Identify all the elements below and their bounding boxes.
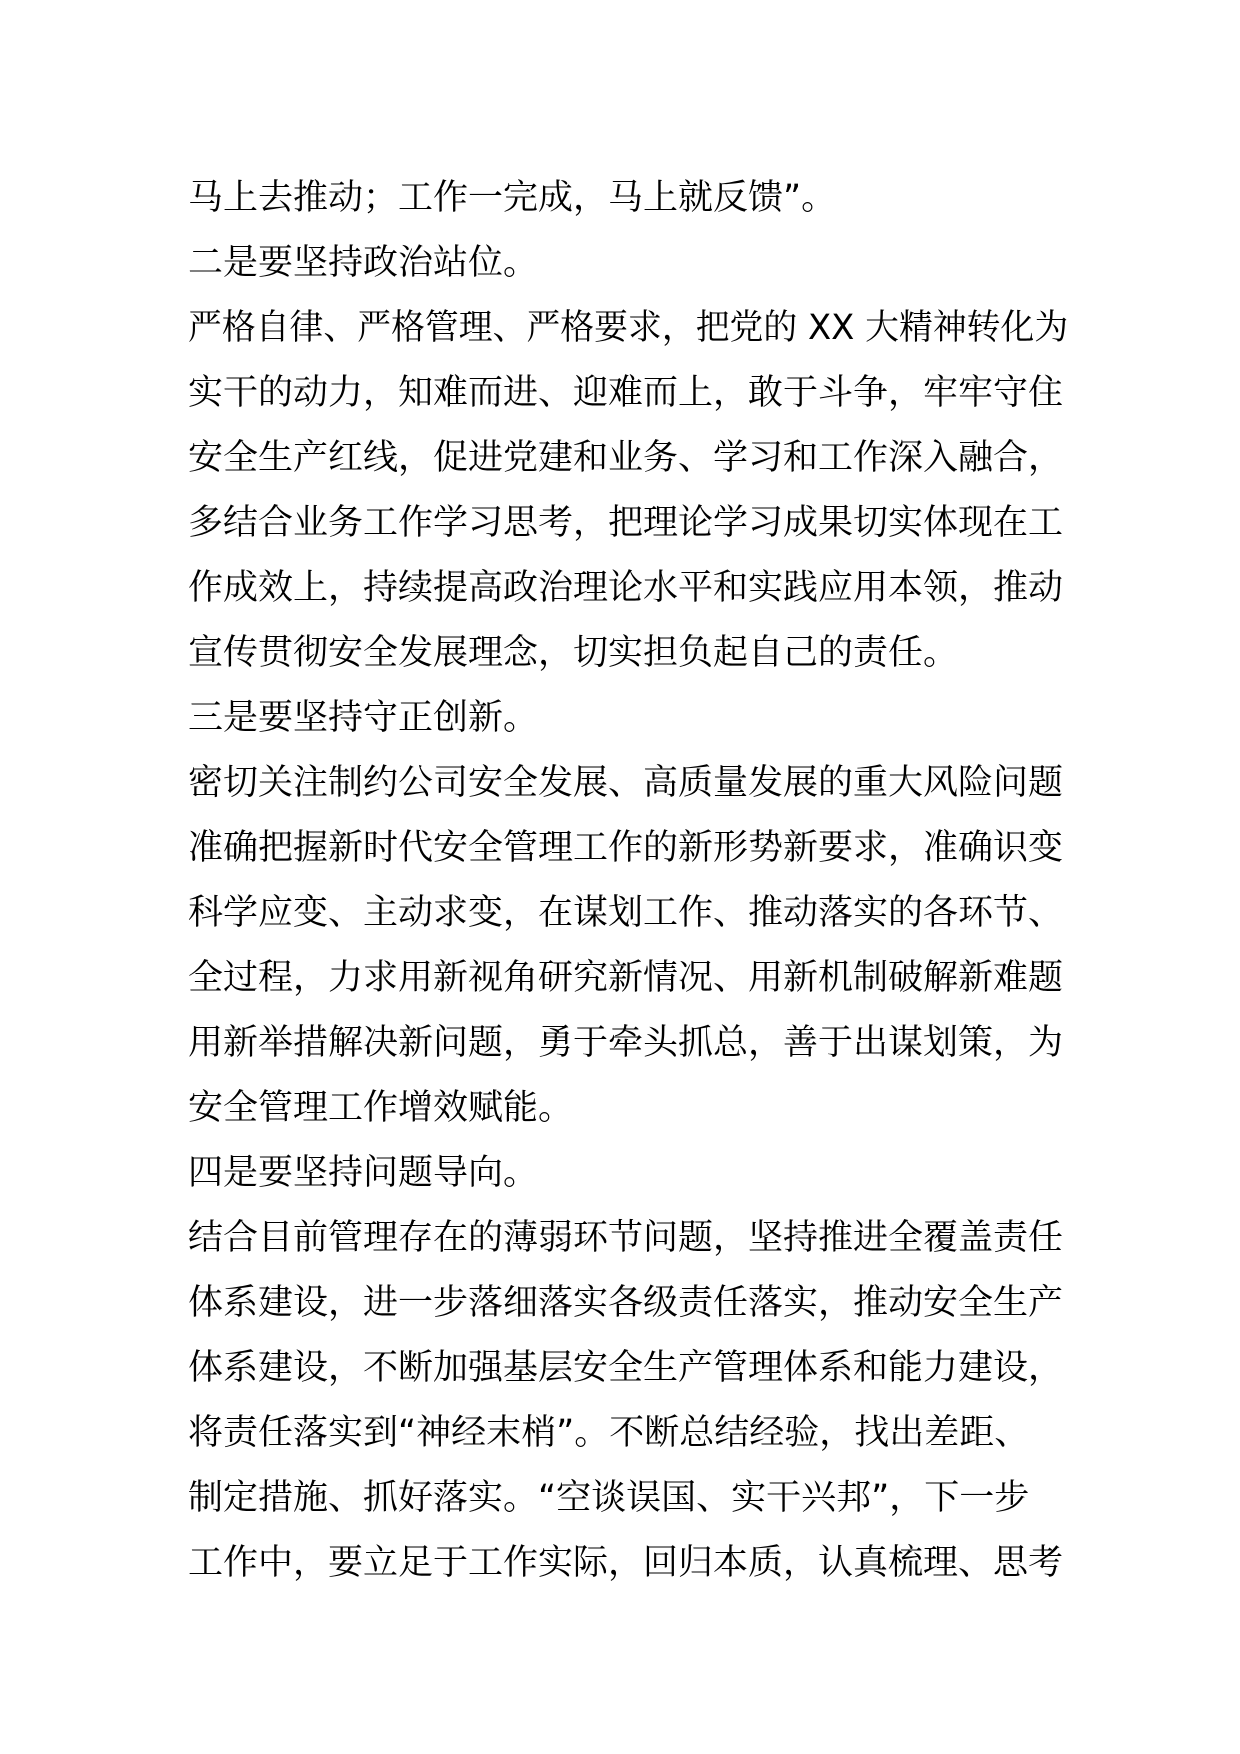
text-line: 工作中，要立足于工作实际，回归本质，认真梳理、思考	[188, 1543, 1064, 1583]
text-line: 作成效上，持续提高政治理论水平和实践应用本领，推动	[188, 568, 1064, 608]
text-line: 安全生产红线，促进党建和业务、学习和工作深入融合，	[188, 438, 1064, 478]
text-line: 制定措施、抓好落实。“空谈误国、实干兴邦”，下一步	[188, 1478, 1030, 1518]
section-heading: 二是要坚持政治站位。	[188, 243, 539, 283]
text-line: 宣传贯彻安全发展理念，切实担负起自己的责任。	[188, 633, 959, 673]
text-line: 马上去推动；工作一完成，马上就反馈”。	[188, 178, 837, 218]
text-line: 将责任落实到“神经末梢”。不断总结经验，找出差距、	[188, 1413, 1030, 1453]
text-line: 安全管理工作增效赋能。	[188, 1088, 574, 1128]
section-heading: 三是要坚持守正创新。	[188, 698, 539, 738]
text-line: 科学应变、主动求变，在谋划工作、推动落实的各环节、	[188, 893, 1064, 933]
text-line: 实干的动力，知难而进、迎难而上，敢于斗争，牢牢守住	[188, 373, 1064, 413]
text-line: 严格自律、严格管理、严格要求，把党的 XX 大精神转化为	[188, 308, 1069, 348]
text-line: 体系建设，进一步落细落实各级责任落实，推动安全生产	[188, 1283, 1064, 1323]
text-line: 多结合业务工作学习思考，把理论学习成果切实体现在工	[188, 503, 1064, 543]
text-line: 用新举措解决新问题，勇于牵头抓总，善于出谋划策，为	[188, 1023, 1064, 1063]
text-line: 体系建设，不断加强基层安全生产管理体系和能力建设，	[188, 1348, 1064, 1388]
text-line: 密切关注制约公司安全发展、高质量发展的重大风险问题	[188, 763, 1064, 803]
text-line: 结合目前管理存在的薄弱环节问题，坚持推进全覆盖责任	[188, 1218, 1064, 1258]
section-heading: 四是要坚持问题导向。	[188, 1153, 539, 1193]
document-body	[188, 166, 1068, 1596]
text-line: 全过程，力求用新视角研究新情况、用新机制破解新难题	[188, 958, 1064, 998]
text-line: 准确把握新时代安全管理工作的新形势新要求，准确识变	[188, 828, 1064, 868]
